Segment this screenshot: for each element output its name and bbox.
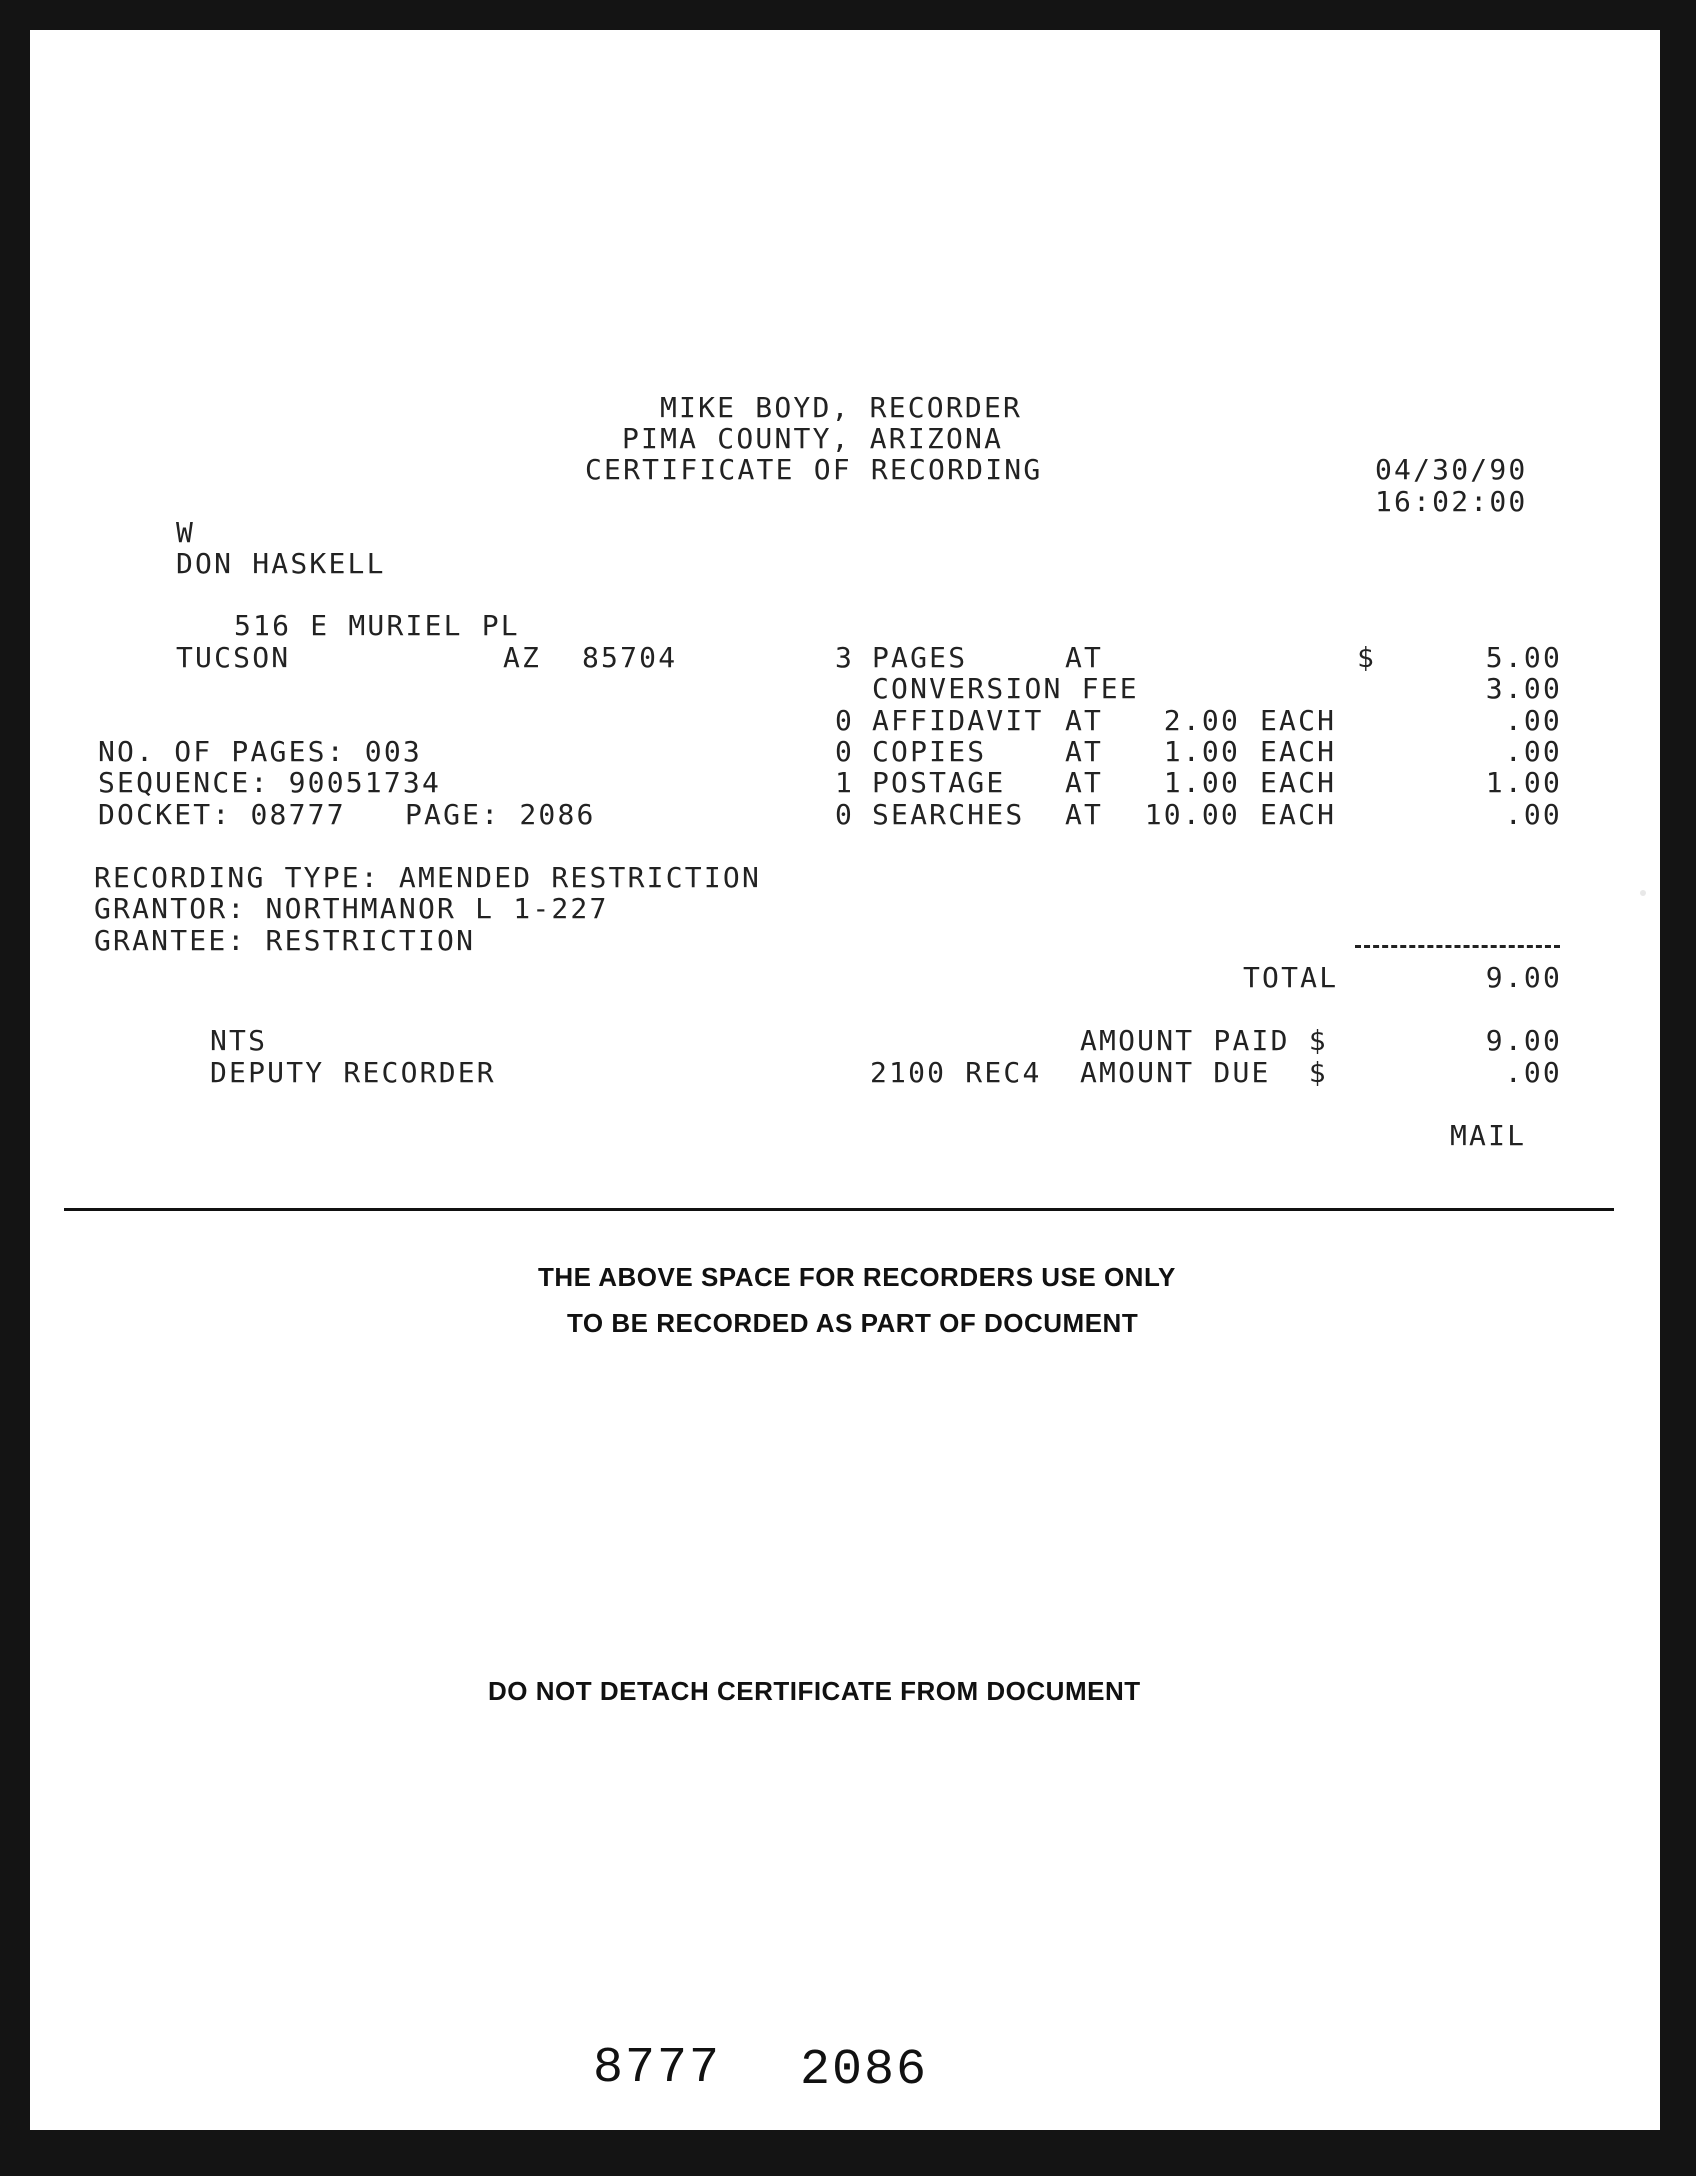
addressee-street: 516 E MURIEL PL — [234, 609, 520, 642]
addressee-zip: 85704 — [582, 641, 678, 674]
fee-qty: 0 — [835, 798, 855, 831]
fee-amount: .00 — [1504, 798, 1562, 831]
grantee: GRANTEE: RESTRICTION — [94, 924, 476, 957]
addressee-code: W — [176, 516, 196, 549]
stamp-page-number: 2086 — [800, 2042, 929, 2099]
certificate-divider — [64, 1208, 1614, 1211]
addressee-state: AZ — [503, 641, 542, 674]
fee-amount: 5.00 — [1485, 641, 1562, 674]
fee-rate: 2.00 — [1163, 704, 1240, 737]
deputy-initials: NTS — [210, 1024, 268, 1057]
county-state: PIMA COUNTY, ARIZONA — [622, 422, 1004, 455]
fee-item: POSTAGE — [872, 766, 1006, 799]
addressee-city: TUCSON — [176, 641, 291, 674]
document-page — [30, 30, 1660, 2130]
fee-item: PAGES — [872, 641, 968, 674]
fee-each: EACH — [1260, 735, 1337, 768]
total-divider — [1355, 945, 1560, 948]
part-of-document-notice: TO BE RECORDED AS PART OF DOCUMENT — [567, 1308, 1139, 1338]
fee-rate: 1.00 — [1163, 766, 1240, 799]
page-count: NO. OF PAGES: 003 — [98, 735, 422, 768]
fee-item: COPIES — [872, 735, 987, 768]
fee-at: AT — [1065, 735, 1104, 768]
amount-paid: 9.00 — [1485, 1024, 1562, 1057]
fee-amount: .00 — [1504, 704, 1562, 737]
recorder-name: MIKE BOYD, RECORDER — [660, 391, 1023, 424]
fee-qty: 0 — [835, 735, 855, 768]
fee-at: AT — [1065, 798, 1104, 831]
total-label: TOTAL — [1243, 961, 1339, 994]
recording-time: 16:02:00 — [1375, 485, 1528, 518]
currency-symbol: $ — [1357, 641, 1377, 674]
stamp-docket-number: 8777 — [593, 2040, 722, 2097]
recorders-use-notice: THE ABOVE SPACE FOR RECORDERS USE ONLY — [538, 1262, 1176, 1292]
delivery-method: MAIL — [1450, 1119, 1527, 1152]
scan-speck — [1640, 890, 1646, 896]
fee-at: AT — [1065, 766, 1104, 799]
grantor: GRANTOR: NORTHMANOR L 1-227 — [94, 892, 609, 925]
do-not-detach-notice: DO NOT DETACH CERTIFICATE FROM DOCUMENT — [488, 1676, 1141, 1706]
fee-amount: 3.00 — [1485, 672, 1562, 705]
recording-type: RECORDING TYPE: AMENDED RESTRICTION — [94, 861, 762, 894]
amount-due: .00 — [1504, 1056, 1562, 1089]
docket-number: DOCKET: 08777 — [98, 798, 346, 831]
sequence-number: SEQUENCE: 90051734 — [98, 766, 442, 799]
fee-qty: 0 — [835, 704, 855, 737]
recording-date: 04/30/90 — [1375, 453, 1528, 486]
amount-paid-label: AMOUNT PAID $ — [1080, 1024, 1328, 1057]
deputy-title: DEPUTY RECORDER — [210, 1056, 496, 1089]
fee-amount: 1.00 — [1485, 766, 1562, 799]
fee-at: AT — [1065, 641, 1104, 674]
certificate-title: CERTIFICATE OF RECORDING — [585, 453, 1043, 486]
fee-item: CONVERSION FEE — [872, 672, 1139, 705]
amount-due-label: AMOUNT DUE $ — [1080, 1056, 1328, 1089]
register-code: 2100 REC4 — [870, 1056, 1042, 1089]
fee-item: AFFIDAVIT — [872, 704, 1044, 737]
fee-each: EACH — [1260, 766, 1337, 799]
total-amount: 9.00 — [1485, 961, 1562, 994]
fee-amount: .00 — [1504, 735, 1562, 768]
fee-at: AT — [1065, 704, 1104, 737]
addressee-name: DON HASKELL — [176, 547, 386, 580]
fee-qty: 1 — [835, 766, 855, 799]
fee-item: SEARCHES — [872, 798, 1025, 831]
fee-qty: 3 — [835, 641, 855, 674]
fee-each: EACH — [1260, 798, 1337, 831]
fee-rate: 1.00 — [1163, 735, 1240, 768]
fee-each: EACH — [1260, 704, 1337, 737]
docket-page: PAGE: 2086 — [405, 798, 596, 831]
fee-rate: 10.00 — [1144, 798, 1240, 831]
